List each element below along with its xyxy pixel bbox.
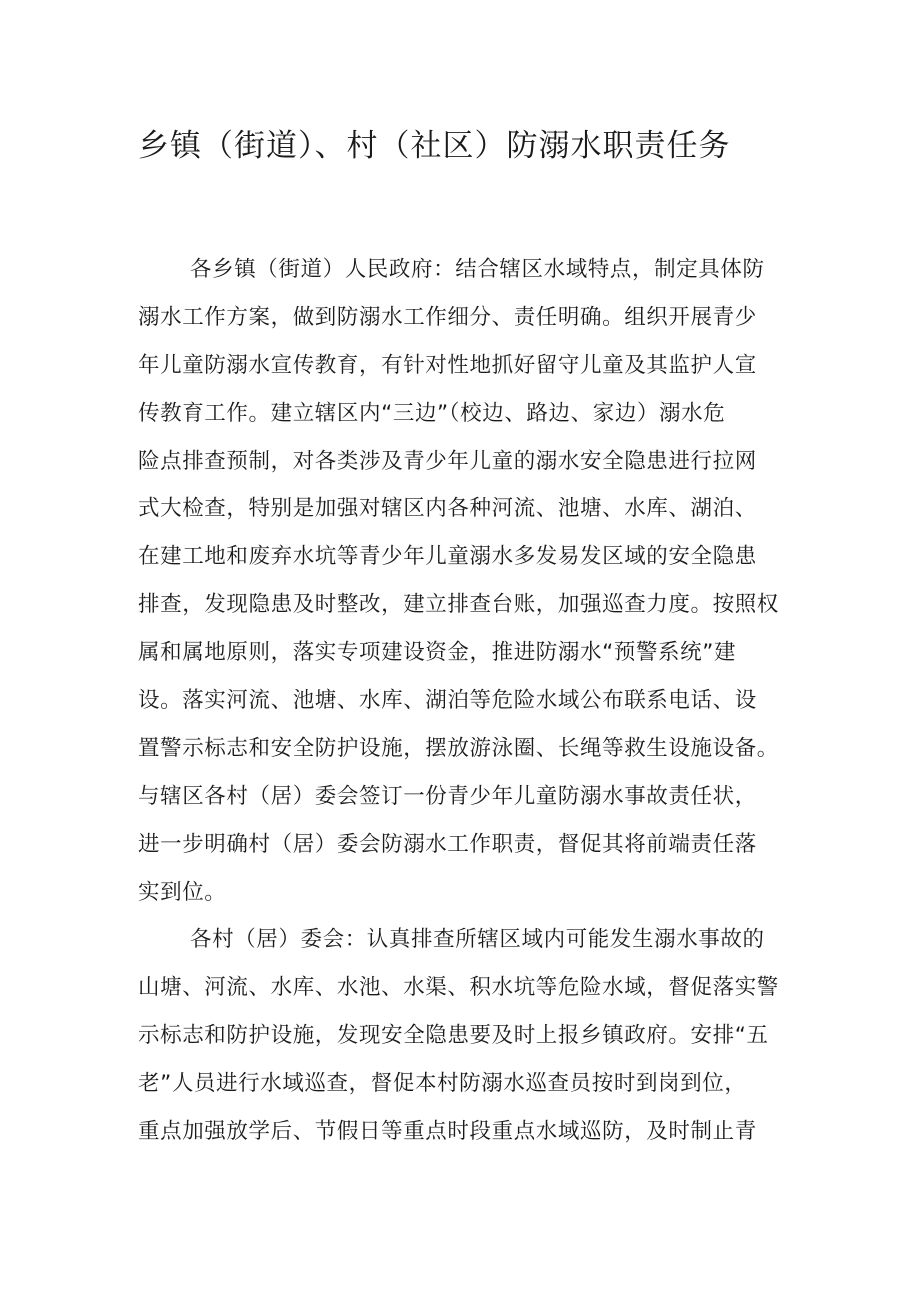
text-line: 溺水工作方案，做到防溺水工作细分、责任明确。组织开展青少 — [138, 304, 757, 330]
paragraph-township-duties — [138, 252, 798, 922]
text-line: 进一步明确村（居）委会防溺水工作职责，督促其将前端责任落 — [138, 831, 757, 857]
text-line: 实到位。 — [138, 879, 227, 905]
text-line: 各村（居）委会：认真排查所辖区域内可能发生溺水事故的 — [190, 927, 765, 953]
text-line: 各乡镇（街道）人民政府：结合辖区水域特点，制定具体防 — [190, 257, 765, 282]
text-line: 与辖区各村（居）委会签订一份青少年儿童防溺水事故责任状， — [138, 783, 757, 809]
text-line: 示标志和防护设施，发现安全隐患要及时上报乡镇政府。安排“五 — [138, 1023, 769, 1049]
paragraph-village-duties — [138, 922, 798, 1161]
text-line: 式大检查，特别是加强对辖区内各种河流、池塘、水库、湖泊、 — [138, 496, 757, 522]
text-line: 排查，发现隐患及时整改，建立排查台账，加强巡查力度。按照权 — [138, 592, 779, 618]
text-line: 重点加强放学后、节假日等重点时段重点水域巡防，及时制止青 — [138, 1119, 757, 1145]
text-line: 置警示标志和安全防护设施，摆放游泳圈、长绳等救生设施设备。 — [138, 735, 779, 761]
text-line: 老”人员进行水域巡查，督促本村防溺水巡查员按时到岗到位， — [138, 1071, 747, 1097]
text-line: 设。落实河流、池塘、水库、湖泊等危险水域公布联系电话、设 — [138, 688, 757, 714]
text-line: 山塘、河流、水库、水池、水渠、积水坑等危险水域，督促落实警 — [138, 975, 779, 1001]
document-body — [138, 252, 798, 1162]
text-line: 险点排查预制，对各类涉及青少年儿童的溺水安全隐患进行拉网 — [138, 448, 757, 474]
text-line: 年儿童防溺水宣传教育，有针对性地抓好留守儿童及其监护人宣 — [138, 352, 757, 378]
document-title: 乡镇（街道）、村（社区）防溺水职责任务 — [138, 128, 731, 164]
text-line: 传教育工作。建立辖区内“三边”（校边、路边、家边）溺水危 — [138, 400, 726, 426]
text-line: 属和属地原则，落实专项建设资金，推进防溺水“预警系统”建 — [138, 640, 737, 666]
text-line: 在建工地和废弃水坑等青少年儿童溺水多发易发区域的安全隐患 — [138, 544, 757, 570]
